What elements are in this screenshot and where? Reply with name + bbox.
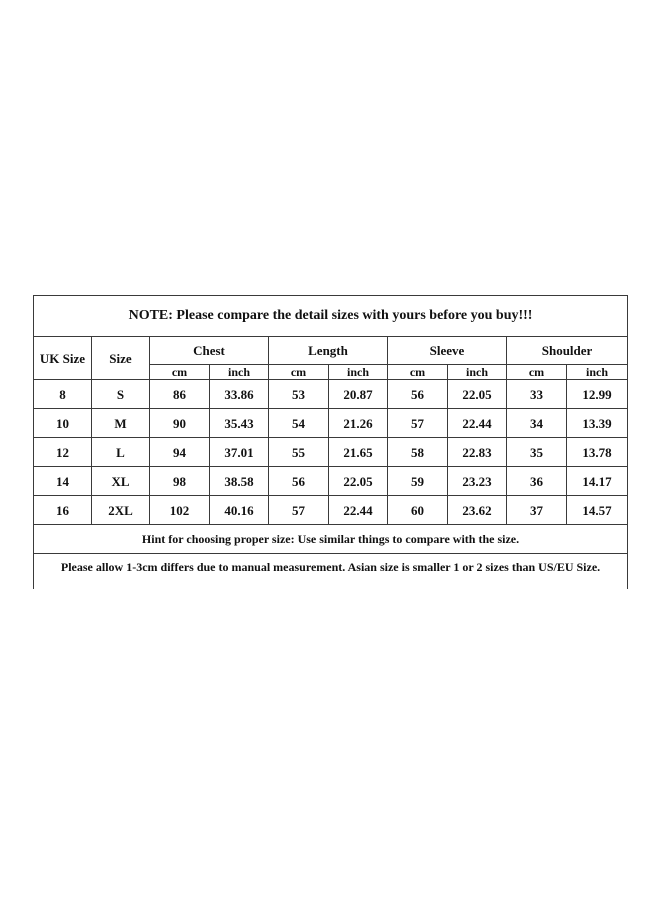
shoulder-inch-cell: 14.57 <box>567 496 628 525</box>
allow-text: Please allow 1-3cm differs due to manual measurement. Asian size is smaller 1 or 2 sizes than US/EU Size. <box>34 554 628 590</box>
sleeve-cm-cell: 60 <box>388 496 448 525</box>
sleeve-header: Sleeve <box>388 337 507 365</box>
note-row <box>34 296 628 337</box>
uk-size-cell: 16 <box>34 496 92 525</box>
length-cm-header: cm <box>269 365 329 380</box>
sleeve-inch-cell: 23.62 <box>448 496 507 525</box>
shoulder-cm-cell: 34 <box>507 409 567 438</box>
length-inch-cell: 22.44 <box>329 496 388 525</box>
sleeve-cm-cell: 56 <box>388 380 448 409</box>
length-cm-cell: 56 <box>269 467 329 496</box>
size-cell: M <box>92 409 150 438</box>
chest-inch-cell: 40.16 <box>210 496 269 525</box>
sleeve-inch-cell: 22.44 <box>448 409 507 438</box>
size-cell: XL <box>92 467 150 496</box>
shoulder-cm-cell: 35 <box>507 438 567 467</box>
uk-size-cell: 14 <box>34 467 92 496</box>
chest-cm-cell: 86 <box>150 380 210 409</box>
length-inch-header: inch <box>329 365 388 380</box>
allow-row <box>34 554 628 590</box>
shoulder-inch-cell: 12.99 <box>567 380 628 409</box>
shoulder-inch-header: inch <box>567 365 628 380</box>
chest-cm-cell: 98 <box>150 467 210 496</box>
length-inch-cell: 21.65 <box>329 438 388 467</box>
shoulder-cm-header: cm <box>507 365 567 380</box>
size-cell: L <box>92 438 150 467</box>
table-row <box>34 438 628 467</box>
length-cm-cell: 53 <box>269 380 329 409</box>
shoulder-inch-cell: 14.17 <box>567 467 628 496</box>
sleeve-cm-cell: 58 <box>388 438 448 467</box>
hint-text: Hint for choosing proper size: Use similar things to compare with the size. <box>34 525 628 554</box>
chest-inch-cell: 38.58 <box>210 467 269 496</box>
shoulder-inch-cell: 13.78 <box>567 438 628 467</box>
size-header: Size <box>92 337 150 380</box>
shoulder-header: Shoulder <box>507 337 628 365</box>
sleeve-cm-cell: 57 <box>388 409 448 438</box>
table-row <box>34 380 628 409</box>
sleeve-cm-header: cm <box>388 365 448 380</box>
chest-cm-cell: 102 <box>150 496 210 525</box>
sleeve-inch-cell: 22.05 <box>448 380 507 409</box>
shoulder-cm-cell: 36 <box>507 467 567 496</box>
chest-inch-cell: 35.43 <box>210 409 269 438</box>
chest-inch-cell: 33.86 <box>210 380 269 409</box>
hint-row <box>34 525 628 554</box>
length-cm-cell: 57 <box>269 496 329 525</box>
chest-header: Chest <box>150 337 269 365</box>
chest-inch-cell: 37.01 <box>210 438 269 467</box>
note-text: NOTE: Please compare the detail sizes with yours before you buy!!! <box>34 296 628 337</box>
shoulder-cm-cell: 37 <box>507 496 567 525</box>
length-inch-cell: 20.87 <box>329 380 388 409</box>
sleeve-inch-header: inch <box>448 365 507 380</box>
uk-size-cell: 8 <box>34 380 92 409</box>
size-chart-table <box>33 295 628 589</box>
table-row <box>34 496 628 525</box>
length-header: Length <box>269 337 388 365</box>
chest-cm-cell: 90 <box>150 409 210 438</box>
shoulder-inch-cell: 13.39 <box>567 409 628 438</box>
uk-size-header: UK Size <box>34 337 92 380</box>
group-header-row <box>34 337 628 365</box>
length-cm-cell: 54 <box>269 409 329 438</box>
uk-size-cell: 10 <box>34 409 92 438</box>
sleeve-cm-cell: 59 <box>388 467 448 496</box>
shoulder-cm-cell: 33 <box>507 380 567 409</box>
chest-inch-header: inch <box>210 365 269 380</box>
size-cell: S <box>92 380 150 409</box>
length-inch-cell: 21.26 <box>329 409 388 438</box>
length-inch-cell: 22.05 <box>329 467 388 496</box>
chest-cm-cell: 94 <box>150 438 210 467</box>
table-row <box>34 467 628 496</box>
sleeve-inch-cell: 22.83 <box>448 438 507 467</box>
uk-size-cell: 12 <box>34 438 92 467</box>
sleeve-inch-cell: 23.23 <box>448 467 507 496</box>
length-cm-cell: 55 <box>269 438 329 467</box>
chest-cm-header: cm <box>150 365 210 380</box>
table-row <box>34 409 628 438</box>
size-cell: 2XL <box>92 496 150 525</box>
